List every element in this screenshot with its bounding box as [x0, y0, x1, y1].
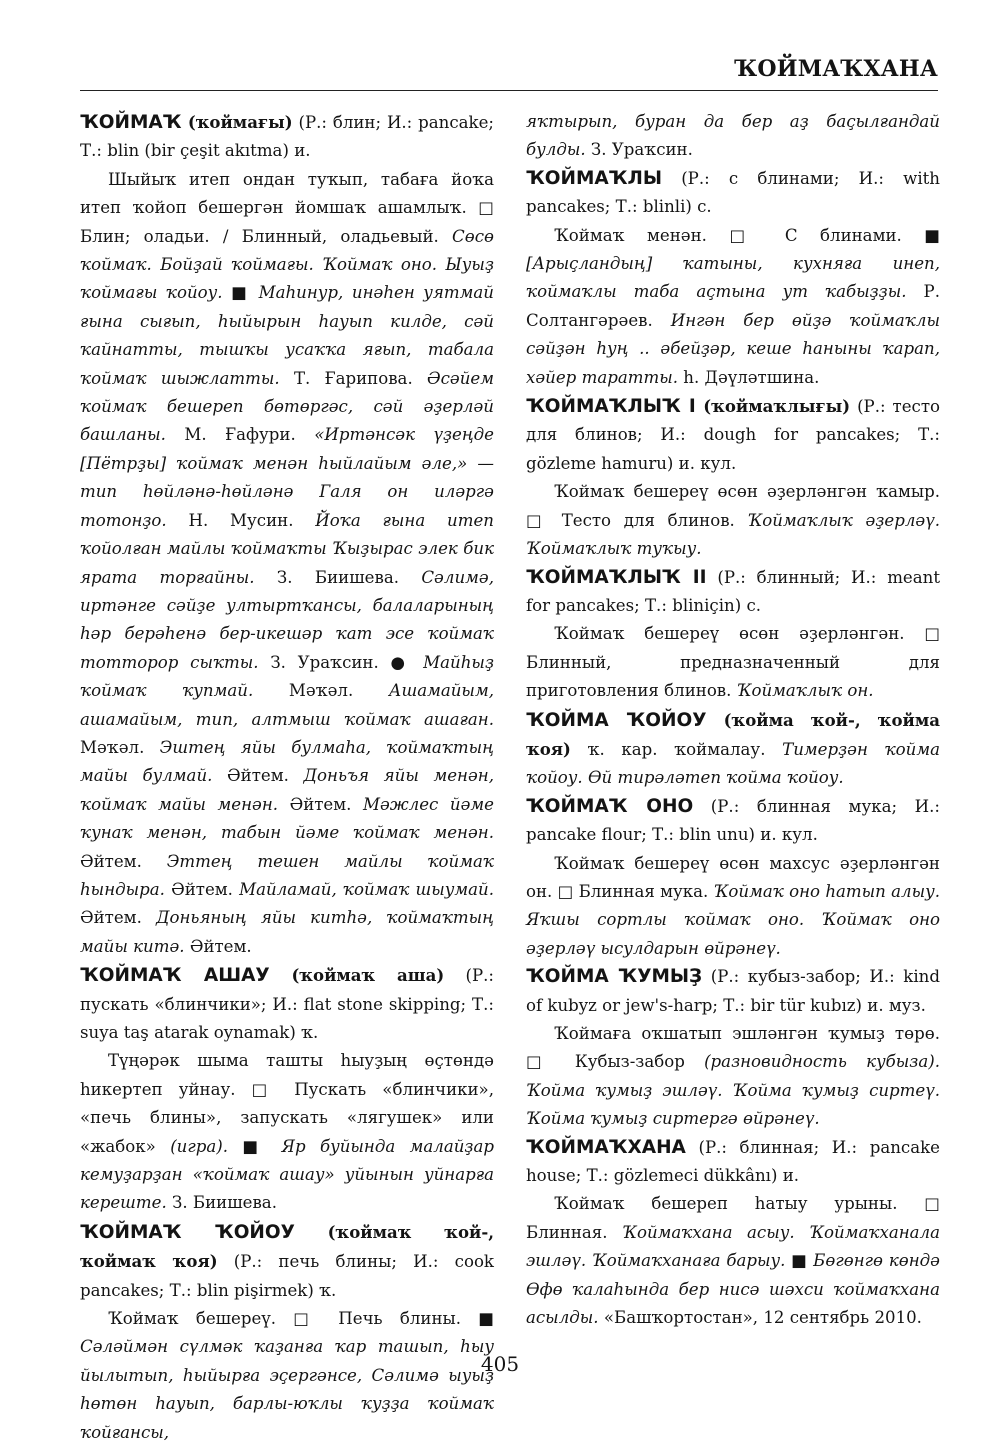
- definition-text: Ҡоймаға оҡшатып эшләнгән ҡумыҙ төрө. □ Кубыз-забор: [526, 1024, 940, 1072]
- source-attribution: Т. Ғарипова.: [279, 368, 413, 388]
- headword: ҠОЙМАҠЛЫҠ I: [526, 396, 696, 418]
- left-column: [80, 108, 495, 1442]
- source-attribution: Әйтем.: [164, 879, 233, 899]
- example-text: Доньяның яйы китһә, ҡоймаҡтың майы китә.: [80, 908, 494, 956]
- source-attribution: Мәҡәл.: [80, 737, 145, 757]
- entry-grammar: (Р.: блинная мука; И.: pancake flour; Т.: blin unu) и. кул.: [526, 796, 941, 845]
- example-text: Сәлимә, иртәнге сәйҙе ултыртҡансы, балаларының һәр берәһенә бер-икешәр ҡат эсе ҡоймаҡ тотторор сыҡты.: [80, 567, 494, 672]
- definition-paragraph: [526, 1190, 940, 1332]
- source-attribution: «Башҡортостан», 12 сентябрь 2010.: [598, 1308, 922, 1328]
- source-attribution: Әйтем.: [212, 766, 289, 786]
- example-text: Әсәйем ҡоймаҡ бешереп бөтөргәс, сәй әҙерләй башланы.: [80, 368, 494, 445]
- source-attribution: Әйтем.: [184, 936, 252, 956]
- entry-grammar: (Р.: кубыз-забор; И.: kind of kubyz or jew's-harp; Т.: bir tür kubız) и. муз.: [526, 967, 940, 1015]
- definition-text: Ҡоймаҡ бешереү өсөн әҙерләнгән ҡамыр. □ Тесто для блинов.: [526, 482, 940, 530]
- example-text: [Арыҫландың] ҡатыны, кухняға инеп, ҡоймаҡлы таба аҫтына ут ҡабыҙҙы.: [526, 254, 940, 302]
- source-attribution: З. Биишева.: [254, 567, 399, 587]
- entry-grammar: (Р.: пускать «блинчики»; И.: flat stone skipping; Т.: suya taş atarak oynamak) ҡ.: [80, 966, 494, 1042]
- example-text: Ашамайым, ашамайым, тип, алтмыш ҡоймаҡ ашаған.: [80, 681, 494, 729]
- source-attribution: Әйтем.: [278, 794, 352, 814]
- dictionary-entry: [526, 963, 940, 1020]
- right-column: [526, 108, 940, 1328]
- source-attribution: Әйтем.: [80, 908, 142, 928]
- example-text: (игра). ■ Яр буйында малайҙар кемуҙарҙан «ҡоймаҡ ашау» уйынын уйнарға кереште.: [80, 1136, 494, 1213]
- example-text: Майһыҙ ҡоймаҡ ҡупмай.: [80, 652, 494, 701]
- headword-form: (ҡоймағы): [181, 112, 293, 132]
- header-rule: [80, 90, 938, 91]
- dictionary-entry: [526, 706, 940, 793]
- example-text: Эштең яйы булмаһа, ҡоймаҡтың майы булмай.: [80, 737, 494, 786]
- dictionary-entry: [526, 793, 940, 850]
- definition-text: Ҡоймаҡ бешереү өсөн махсус әҙерләнгән он. □ Блинная мука.: [526, 853, 940, 901]
- example-text: (разновидность кубыза). Ҡойма ҡумыҙ эшләү. Ҡойма ҡумыҙ сиртеү. Ҡойма ҡумыҙ сиртергә өйрәнеү.: [526, 1052, 940, 1129]
- dictionary-entry: [80, 961, 494, 1047]
- entry-grammar: (Р.: печь блины; И.: cook pancakes; Т.: blin pişirmek) ҡ.: [80, 1252, 494, 1300]
- headword: ҠОЙМАҠ ОНО: [526, 795, 694, 817]
- page-number: 405: [480, 1352, 520, 1376]
- source-attribution: Әйтем.: [80, 851, 142, 871]
- dictionary-entry: [526, 165, 940, 222]
- dictionary-entry: [526, 1134, 940, 1191]
- headword-form: (ҡоймаҡ аша): [269, 965, 445, 986]
- definition-text: Ҡоймаҡ бешереп һатыу урыны. □ Блинная.: [526, 1194, 940, 1242]
- definition-text: Шыйыҡ итеп ондан туҡып, табаға йоҡа итеп ҡойоп бешергән йомшаҡ ашамлыҡ. □ Блин; оладьи. / Блинный, оладьевый.: [80, 169, 494, 246]
- continued-text: [526, 108, 940, 165]
- dictionary-entry: [80, 1218, 494, 1305]
- example-text: Доньъя яйы менән, ҡоймаҡ майы менән.: [80, 766, 495, 814]
- example-text: Ҡоймаҡ оно һатып алыу. Яҡшы сортлы ҡоймаҡ оно. Ҡоймаҡ оно әҙерләү ысулдарын өйрәнеү.: [526, 881, 940, 958]
- definition-paragraph: [80, 1047, 494, 1217]
- entry-grammar: (Р.: блинная; И.: pancake house; Т.: gözlemeci dükkânı) и.: [526, 1137, 940, 1186]
- example-text: Майламай, ҡоймаҡ шыумай.: [232, 879, 494, 899]
- entry-grammar: (Р.: блинный; И.: meant for pancakes; Т.: bliniçin) с.: [526, 567, 940, 615]
- dictionary-entry: [526, 392, 940, 478]
- definition-paragraph: [80, 1305, 494, 1447]
- definition-text: Ҡоймаҡ бешереү өсөн әҙерләнгән. □ Блинный, предназначенный для приготовления блинов.: [526, 624, 940, 701]
- source-attribution: Р. Солтангәрәев.: [526, 282, 940, 330]
- definition-paragraph: [526, 222, 940, 392]
- source-attribution: һ. Дәүләтшина.: [678, 367, 820, 387]
- entry-grammar: ҡ. кар. ҡоймалау.: [570, 739, 766, 759]
- definition-text: Ҡоймаҡ бешереү. □ Печь блины. ■: [108, 1309, 494, 1329]
- source-attribution: Мәҡәл.: [253, 681, 354, 701]
- source-attribution: М. Ғафури.: [165, 425, 296, 445]
- headword: ҠОЙМА ҠОЙОУ: [526, 709, 707, 731]
- entry-grammar: (Р.: с блинами; И.: with pancakes; Т.: blinli) с.: [526, 168, 940, 217]
- definition-paragraph: [526, 1020, 940, 1134]
- example-text: яҡтырып, буран да бер аҙ баҫылғандай булды.: [526, 112, 940, 160]
- running-head: ҠОЙМАҠХАНА: [734, 56, 938, 82]
- entry-grammar: (Р.: блин; И.: pancake; Т.: blin (bir çeşit akıtma) и.: [80, 113, 494, 161]
- definition-text: Түңәрәк шыма ташты һыуҙың өҫтөндә һикертеп уйнау. □ Пускать «блинчики», «печь блины», запускать «лягушек» или «жабок»: [80, 1051, 494, 1156]
- source-attribution: З. Ураҡсин.: [585, 140, 693, 160]
- example-text: Тимерҙән ҡойма ҡойоу. Өй тирәләтеп ҡойма ҡойоу.: [526, 739, 940, 788]
- definition-paragraph: [526, 850, 940, 964]
- headword: ҠОЙМАҠ АШАУ: [80, 965, 270, 987]
- example-text: Ҡоймаҡхана асыу. Ҡоймаҡханала эшләү. Ҡоймаҡханаға барыу. ■ Бөгөнгө көндә Өфө ҡалаһында бер нисә шәхси ҡоймаҡхана асылды.: [526, 1222, 940, 1328]
- example-text: Ҡоймаҡлыҡ әҙерләү. Ҡоймаҡлыҡ туҡыу.: [526, 510, 940, 559]
- headword-form: (ҡойма ҡой-, ҡойма ҡоя): [526, 709, 941, 759]
- example-text: Мәжлес йәме ҡунаҡ менән, табын йәме ҡоймаҡ менән.: [80, 794, 494, 843]
- headword-form: (ҡоймаҡ ҡой-, ҡоймаҡ ҡоя): [80, 1221, 495, 1272]
- headword: ҠОЙМАҠ: [80, 112, 182, 133]
- definition-paragraph: [80, 166, 494, 961]
- example-text: Сөсө ҡоймаҡ. Бойҙай ҡоймағы. Ҡоймаҡ оно. Ыуыҙ ҡоймағы ҡойоу. ■ Маһинур, инәһен уятмай ғына сығып, һыйырын һауып килде, сәй ҡайнатты, тышҡы усаҡҡа яғып, табала ҡоймаҡ шыжлатты.: [80, 226, 494, 388]
- example-text: «Иртәнсәк үҙеңде [Пётрҙы] ҡоймаҡ менән һыйлайым әле,» — тип һөйләнә-һөйләнә Галя он иләргә тотонҙо.: [80, 425, 494, 530]
- headword: ҠОЙМАҠЛЫ: [526, 167, 663, 189]
- definition-paragraph: [526, 478, 940, 563]
- source-attribution: Н. Мусин.: [166, 510, 294, 530]
- example-text: Йоҡа ғына итеп ҡойолған майлы ҡоймаҡты Ҡыҙырас элек бик ярата торғайны.: [80, 510, 494, 587]
- headword: ҠОЙМАҠХАНА: [526, 1136, 686, 1158]
- headword: ҠОЙМАҠЛЫҠ II: [526, 566, 707, 588]
- source-attribution: З. Ураҡсин. ●: [258, 652, 412, 672]
- example-text: Ингән бер өйҙә ҡоймаҡлы сәйҙән һуң .. әбейҙәр, кеше һаныны ҡарап, хәйер таратты.: [526, 310, 940, 387]
- dictionary-entry: [526, 564, 940, 621]
- definition-text: Ҡоймаҡ менән. □ С блинами. ■: [554, 225, 940, 245]
- example-text: Эттең тешен майлы ҡоймаҡ һындыра.: [80, 851, 494, 899]
- dictionary-entry: [80, 108, 494, 166]
- entry-grammar: (Р.: тесто для блинов; И.: dough for pancakes; Т.: gözleme hamuru) и. кул.: [526, 397, 940, 473]
- example-text: Сәләймән сүлмәк ҡаҙанға ҡар ташып, һыу йылытып, һыйырға эҫергәнсе, Сәлимә ыуыҙ һөтөн һауып, барлы-юҡлы ҡуҙҙа ҡоймаҡ ҡойғансы,: [80, 1337, 494, 1442]
- headword-form: (ҡоймаҡлығы): [695, 396, 851, 417]
- definition-paragraph: [526, 620, 940, 705]
- headword: ҠОЙМАҠ ҠОЙОУ: [80, 1221, 295, 1243]
- headword: ҠОЙМА ҠУМЫҘ: [526, 966, 703, 988]
- source-attribution: З. Биишева.: [166, 1193, 277, 1213]
- example-text: Ҡоймаҡлыҡ он.: [731, 681, 874, 701]
